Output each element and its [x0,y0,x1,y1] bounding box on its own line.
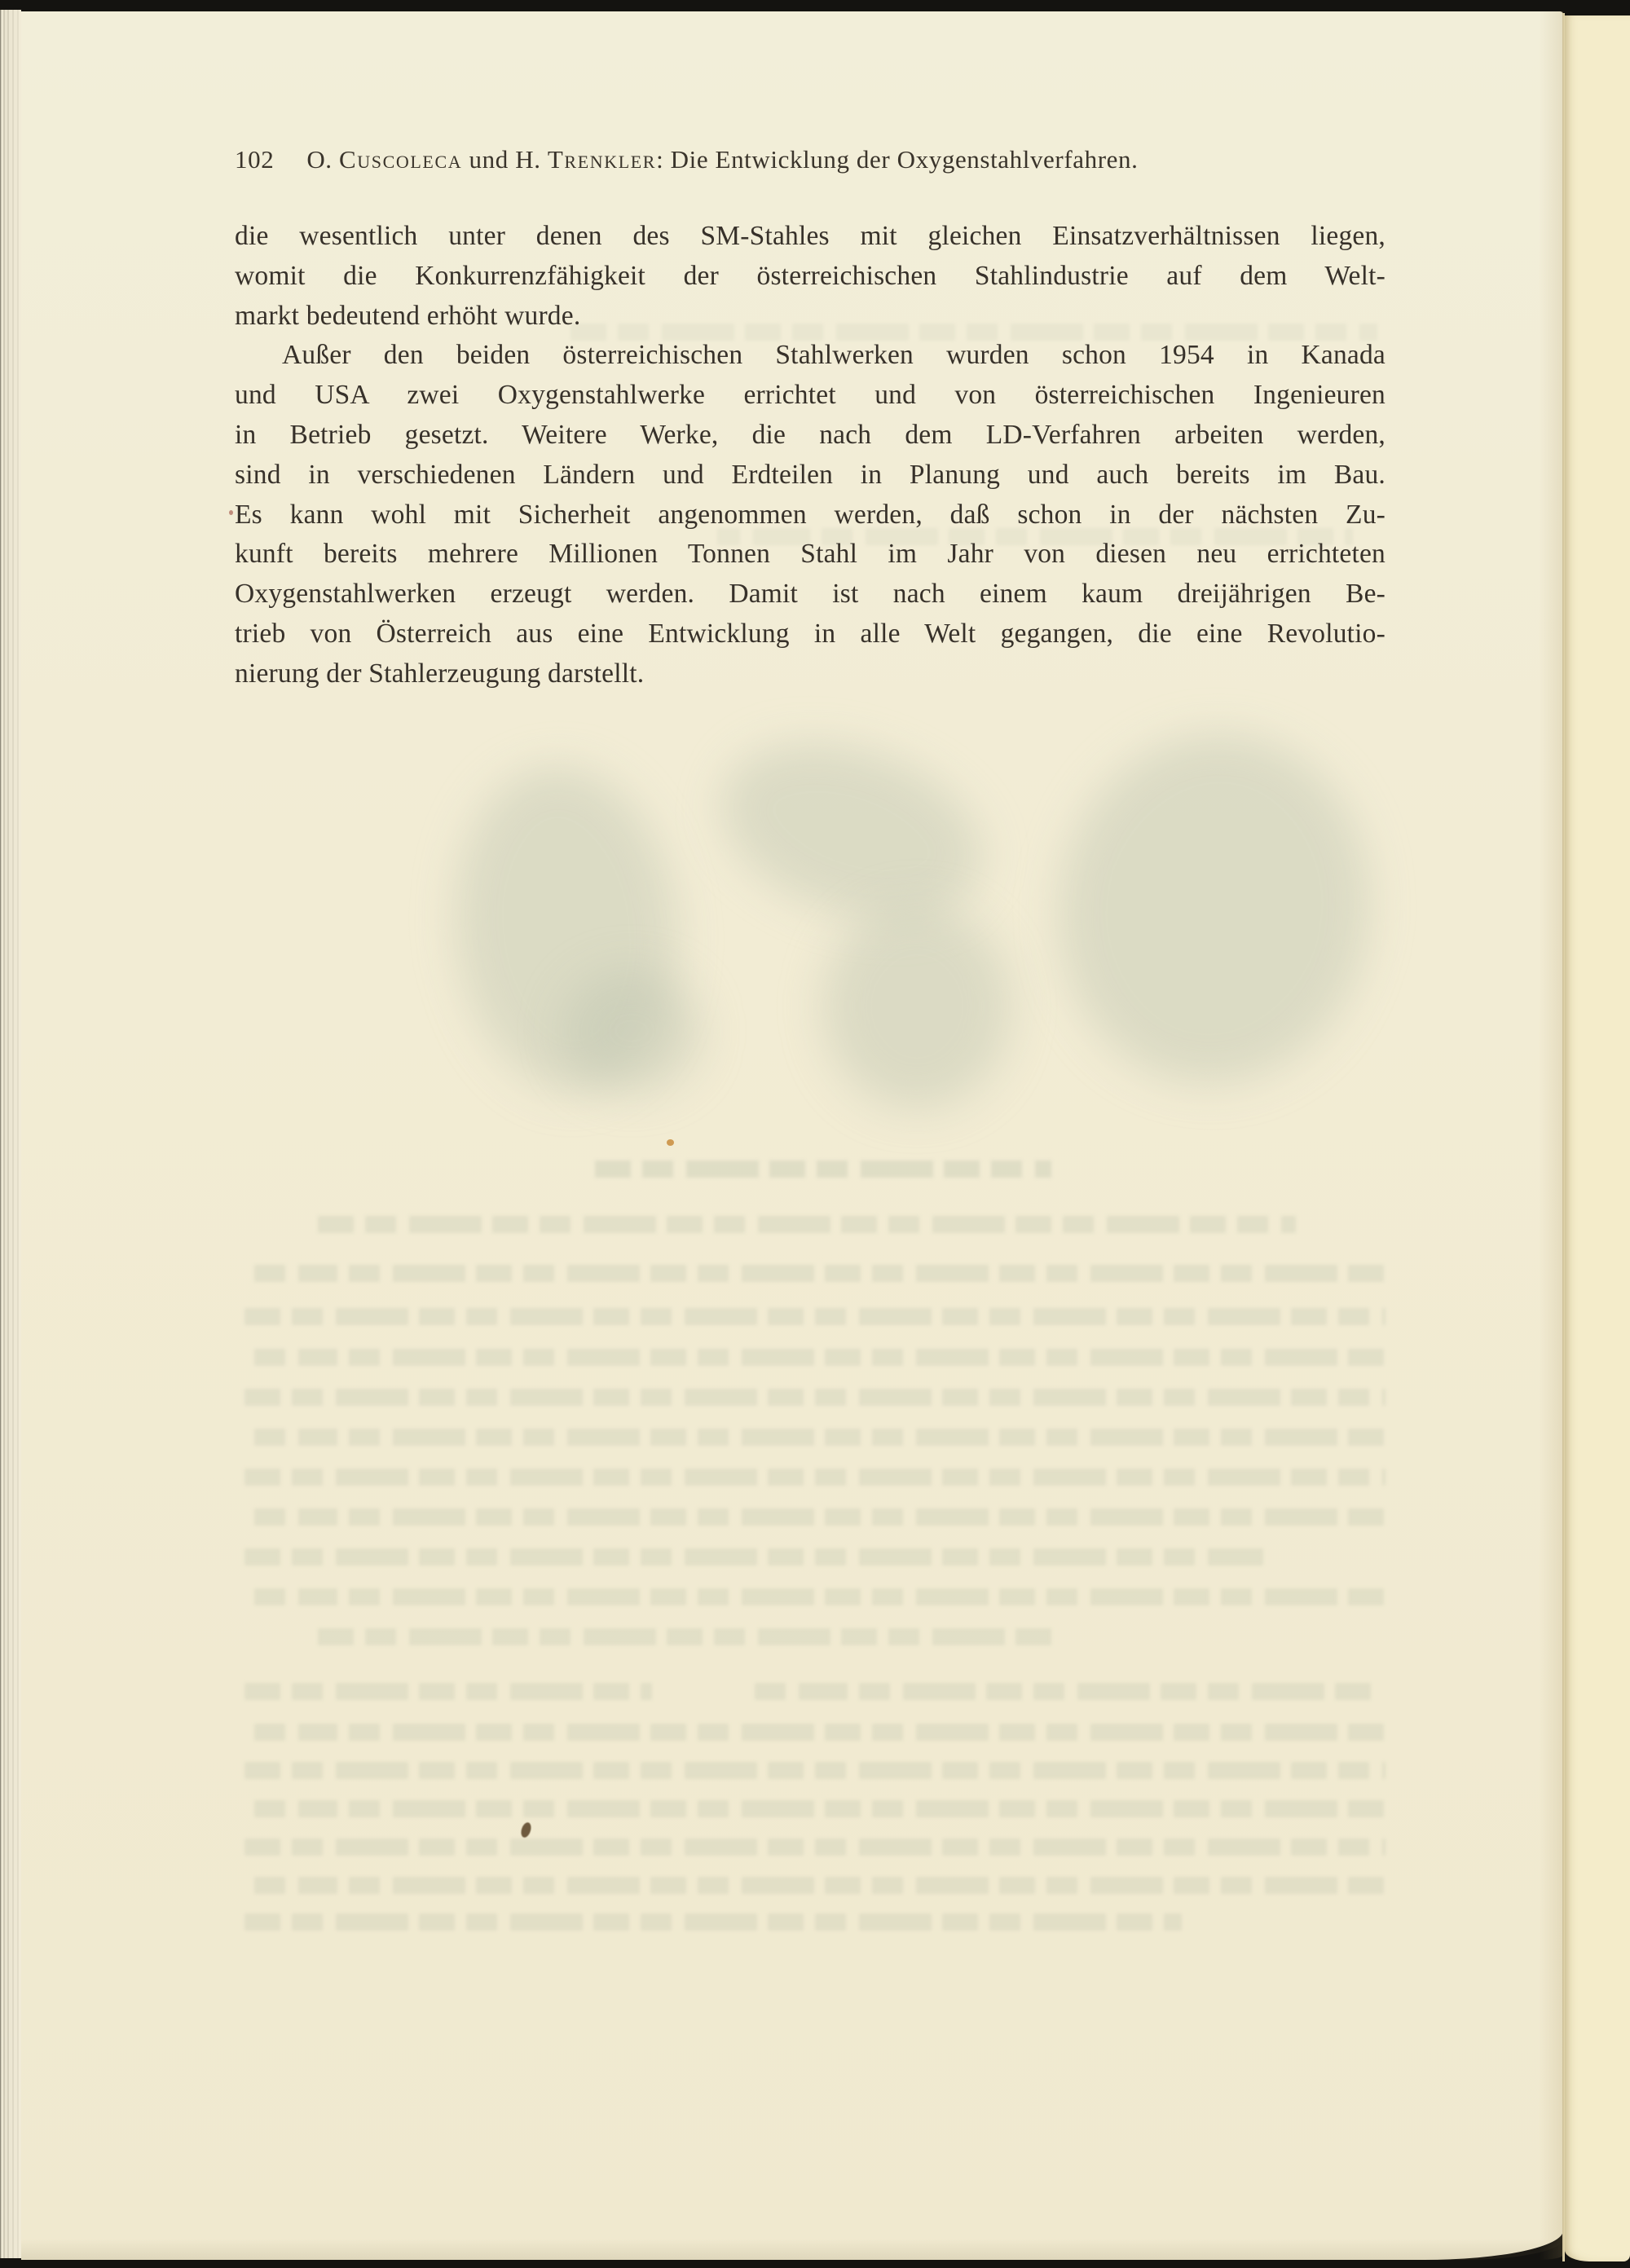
ghost-text-line [244,1548,1263,1566]
page-number: 102 [235,145,275,174]
text-line: Es kann wohl mit Sicherheit angenommen werden, daß schon in der nächsten Zu- [235,499,1386,530]
ghost-text-line [244,1724,1386,1741]
ghost-text-line [244,1762,1386,1779]
ghost-text-line [244,1508,1386,1526]
bottom-edge-shadow [21,2239,1563,2260]
running-head [235,145,1386,174]
ghost-text-line [318,1628,1051,1645]
ghost-text-line [244,1349,1386,1366]
text-line: Oxygenstahlwerken erzeugt werden. Damit ist nach einem kaum dreijährigen Be- [235,579,1386,610]
ghost-text-line [318,1216,1296,1233]
text-line: und USA zwei Oxygenstahlwerke errichtet und von österreichischen Ingenieuren [235,380,1386,411]
book-page [21,11,1563,2260]
text-line: Außer den beiden österreichischen Stahlwerken wurden schon 1954 in Kanada [282,340,1386,371]
text-line: sind in verschiedenen Ländern und Erdteilen in Planung und auch bereits im Bau. [235,459,1386,490]
page-stack-edge-left [0,10,21,2258]
running-head-author2-initial: H. [515,145,548,174]
ghost-figure-blob [562,970,701,1092]
ghost-text-line [244,1429,1386,1446]
running-head-author1-name: Cuscoleca [339,145,463,174]
gutter-shadow [1539,11,1563,2260]
foxing-speck [667,1139,674,1146]
ghost-text-line [244,1265,1386,1282]
ghost-figure-blob [698,712,1005,950]
ghost-figure-blob [440,755,693,1103]
ghost-text-line [244,1877,1386,1894]
ghost-text-line [244,1839,1386,1856]
running-head-author2-name: Trenkler [547,145,657,174]
text-line: die wesentlich unter denen des SM-Stahles mit gleichen Einsatzverhältnissen liegen, [235,221,1386,251]
ink-speck [229,510,233,515]
running-head-author1-initial: O. [306,145,339,174]
ghost-text-line [244,1913,1182,1931]
text-line: womit die Konkurrenzfähigkeit der österreichischen Stahlindustrie auf dem Welt- [235,260,1386,291]
ghost-figure-blob [823,905,1011,1108]
running-head-connector: und [462,145,516,174]
ghost-text-line [244,1800,1386,1817]
ghost-figure-blob [1037,714,1392,1104]
ghost-text-line [244,1683,652,1700]
text-line: kunft bereits mehrere Millionen Tonnen Stahl im Jahr von diesen neu errichteten [235,539,1386,570]
ink-speck [519,1821,532,1839]
ghost-text-line [244,1389,1386,1406]
body-text [235,217,1386,694]
text-line: in Betrieb gesetzt. Weitere Werke, die nach dem LD-Verfahren arbeiten werden, [235,419,1386,450]
ghost-text-line [244,1588,1386,1605]
page-stack-edge-right [1565,15,1630,2261]
running-head-title: : Die Entwicklung der Oxygenstahlverfahren. [656,145,1139,174]
ghost-text-line [755,1683,1382,1700]
ghost-figure-caption [595,1160,1051,1178]
text-line: trieb von Österreich aus eine Entwicklung in alle Welt gegangen, die eine Revolutio- [235,618,1386,649]
text-line: markt bedeutend erhöht wurde. [235,300,581,331]
ghost-text-line [244,1469,1386,1486]
text-line: nierung der Stahlerzeugung darstellt. [235,658,645,689]
ghost-text-line [244,1308,1386,1325]
